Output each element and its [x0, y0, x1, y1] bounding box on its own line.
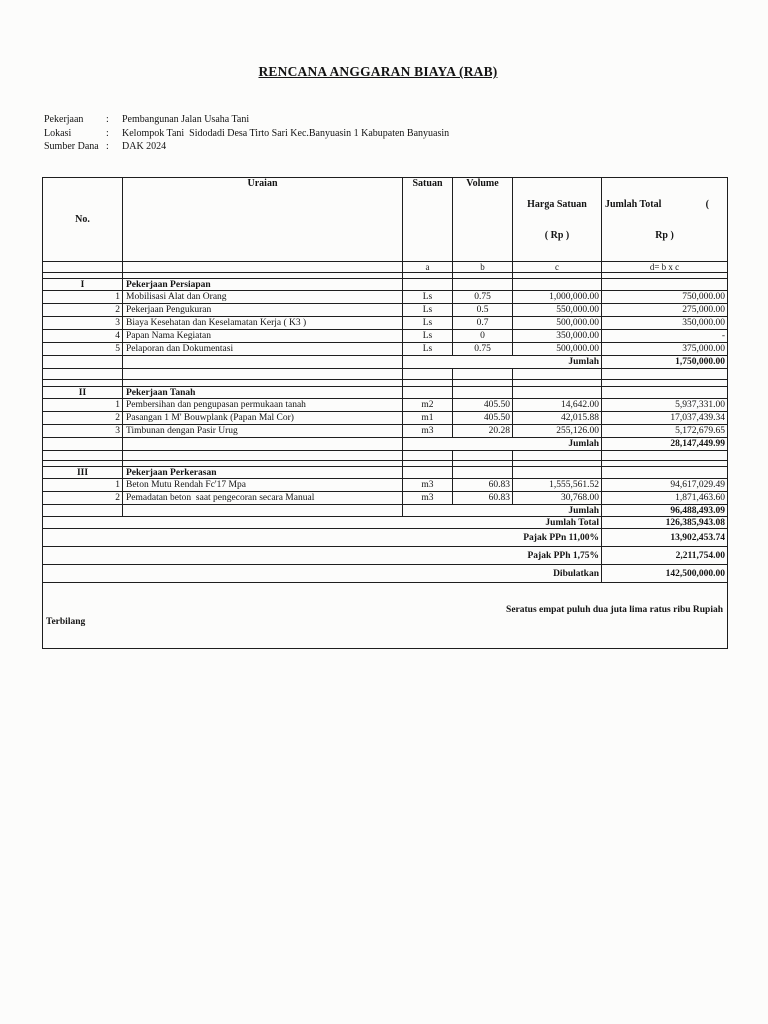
subtotal-value: 96,488,493.09 — [602, 505, 728, 517]
item-volume: 405.50 — [453, 399, 513, 412]
header-total-line2: Rp ) — [655, 230, 674, 241]
pph-value: 2,211,754.00 — [602, 547, 728, 565]
item-unit-price: 550,000.00 — [513, 304, 602, 317]
item-unit: m3 — [403, 479, 453, 492]
header-harga-line2: ( Rp ) — [544, 230, 570, 241]
code-harga: c — [513, 262, 602, 273]
empty-cell — [453, 387, 513, 399]
item-volume: 0.75 — [453, 291, 513, 304]
item-row — [43, 412, 728, 425]
item-unit-price: 255,126.00 — [513, 425, 602, 438]
item-description: Pemadatan beton saat pengecoran secara Manual — [123, 492, 403, 505]
item-number: 2 — [43, 304, 123, 317]
terbilang-row — [43, 583, 728, 649]
info-value: DAK 2024 — [122, 141, 167, 152]
item-unit: Ls — [403, 343, 453, 356]
item-number: 1 — [43, 291, 123, 304]
item-row — [43, 317, 728, 330]
item-number: 3 — [43, 425, 123, 438]
item-total: 375,000.00 — [602, 343, 728, 356]
empty-cell — [123, 380, 403, 387]
empty-cell — [123, 505, 403, 517]
empty-cell — [513, 451, 602, 461]
grand-total-value: 126,385,943.08 — [602, 517, 728, 529]
empty-cell — [123, 451, 403, 461]
info-separator: : — [106, 127, 109, 139]
info-label: Pekerjaan — [44, 114, 84, 125]
empty-cell — [602, 380, 728, 387]
item-unit: Ls — [403, 291, 453, 304]
item-number: 3 — [43, 317, 123, 330]
item-unit: Ls — [403, 317, 453, 330]
info-label: Lokasi — [44, 127, 72, 139]
item-total: 5,937,331.00 — [602, 399, 728, 412]
pph-label: Pajak PPh 1,75% — [43, 547, 602, 565]
empty-cell — [123, 356, 403, 369]
ppn-value: 13,902,453.74 — [602, 529, 728, 547]
terbilang-value: Seratus empat puluh dua juta lima ratus ribu Rupiah — [506, 605, 723, 615]
empty-cell — [602, 369, 728, 380]
subtotal-row — [43, 356, 728, 369]
item-unit: m3 — [403, 492, 453, 505]
empty-cell — [602, 387, 728, 399]
info-row-pekerjaan — [44, 113, 449, 127]
item-total: 5,172,679.65 — [602, 425, 728, 438]
item-row — [43, 291, 728, 304]
rounded-total-value: 142,500,000.00 — [602, 565, 728, 583]
rounded-total-row — [43, 565, 728, 583]
item-description: Pelaporan dan Dokumentasi — [123, 343, 403, 356]
empty-cell — [403, 451, 453, 461]
empty-cell — [403, 380, 453, 387]
item-unit: m3 — [403, 425, 453, 438]
subtotal-label: Jumlah — [403, 438, 602, 451]
item-unit-price: 42,015.88 — [513, 412, 602, 425]
empty-cell — [602, 451, 728, 461]
item-unit-price: 14,642.00 — [513, 399, 602, 412]
item-description: Beton Mutu Rendah Fc'17 Mpa — [123, 479, 403, 492]
item-description: Pembersihan dan pengupasan permukaan tanah — [123, 399, 403, 412]
item-unit-price: 500,000.00 — [513, 317, 602, 330]
terbilang-box — [45, 603, 725, 628]
empty-cell — [513, 387, 602, 399]
info-label: Sumber Dana — [44, 141, 99, 152]
item-volume: 20.28 — [453, 425, 513, 438]
empty-cell — [403, 369, 453, 380]
item-description: Timbunan dengan Pasir Urug — [123, 425, 403, 438]
item-unit: Ls — [403, 330, 453, 343]
item-row — [43, 343, 728, 356]
subtotal-row — [43, 505, 728, 517]
terbilang-label: Terbilang — [46, 617, 86, 627]
header-volume: Volume — [453, 178, 513, 262]
item-number: 2 — [43, 492, 123, 505]
section-title: Pekerjaan Perkerasan — [123, 467, 403, 479]
rab-table — [42, 177, 728, 649]
header-total-line1 — [604, 199, 725, 210]
section-number: I — [43, 279, 123, 291]
item-number: 2 — [43, 412, 123, 425]
item-description: Pekerjaan Pengukuran — [123, 304, 403, 317]
header-satuan: Satuan — [403, 178, 453, 262]
subtotal-label: Jumlah — [403, 356, 602, 369]
item-unit-price: 500,000.00 — [513, 343, 602, 356]
empty-cell — [43, 451, 123, 461]
empty-cell — [453, 451, 513, 461]
header-harga-line1: Harga Satuan — [527, 199, 587, 210]
grand-total-row — [43, 517, 728, 529]
empty-cell — [453, 467, 513, 479]
spacer-row — [43, 451, 728, 461]
section-title: Pekerjaan Persiapan — [123, 279, 403, 291]
code-volume: b — [453, 262, 513, 273]
item-unit: m1 — [403, 412, 453, 425]
item-row — [43, 304, 728, 317]
empty-cell — [403, 279, 453, 291]
item-description: Mobilisasi Alat dan Orang — [123, 291, 403, 304]
spacer-row — [43, 369, 728, 380]
table-header-row — [43, 178, 728, 262]
section-number: III — [43, 467, 123, 479]
empty-cell — [43, 369, 123, 380]
item-volume: 0.5 — [453, 304, 513, 317]
rounded-total-label: Dibulatkan — [43, 565, 602, 583]
empty-cell — [43, 356, 123, 369]
empty-cell — [43, 505, 123, 517]
header-no: No. — [43, 178, 123, 262]
ppn-row — [43, 529, 728, 547]
section-title-row — [43, 467, 728, 479]
empty-cell — [513, 369, 602, 380]
empty-cell — [513, 467, 602, 479]
item-row — [43, 479, 728, 492]
subtotal-value: 1,750,000.00 — [602, 356, 728, 369]
empty-cell — [513, 279, 602, 291]
empty-cell — [513, 380, 602, 387]
info-separator: : — [106, 141, 109, 152]
empty-cell — [453, 369, 513, 380]
section-title-row — [43, 279, 728, 291]
empty-cell — [453, 279, 513, 291]
item-description: Biaya Kesehatan dan Keselamatan Kerja ( K3 ) — [123, 317, 403, 330]
item-total: 350,000.00 — [602, 317, 728, 330]
empty-cell — [43, 262, 123, 273]
item-description: Pasangan 1 M' Bouwplank (Papan Mal Cor) — [123, 412, 403, 425]
header-total-text: Jumlah Total — [605, 199, 662, 210]
item-volume: 0.75 — [453, 343, 513, 356]
empty-cell — [123, 369, 403, 380]
section-title-row — [43, 387, 728, 399]
item-unit: Ls — [403, 304, 453, 317]
item-number: 1 — [43, 479, 123, 492]
item-total: 94,617,029.49 — [602, 479, 728, 492]
header-uraian: Uraian — [123, 178, 403, 262]
item-unit-price: 30,768.00 — [513, 492, 602, 505]
item-row — [43, 399, 728, 412]
empty-cell — [453, 380, 513, 387]
ppn-label: Pajak PPn 11,00% — [43, 529, 602, 547]
code-satuan: a — [403, 262, 453, 273]
section-number: II — [43, 387, 123, 399]
empty-cell — [602, 279, 728, 291]
info-separator: : — [106, 114, 109, 125]
subtotal-value: 28,147,449.99 — [602, 438, 728, 451]
subtotal-label: Jumlah — [403, 505, 602, 517]
code-total: d= b x c — [602, 262, 728, 273]
empty-cell — [123, 262, 403, 273]
item-row — [43, 425, 728, 438]
item-total: 750,000.00 — [602, 291, 728, 304]
info-value: Kelompok Tani Sidodadi Desa Tirto Sari Kec.Banyuasin 1 Kabupaten Banyuasin — [122, 127, 450, 139]
grand-total-label: Jumlah Total — [43, 517, 602, 529]
empty-cell — [43, 438, 123, 451]
item-number: 5 — [43, 343, 123, 356]
item-volume: 0 — [453, 330, 513, 343]
empty-cell — [123, 438, 403, 451]
column-code-row — [43, 262, 728, 273]
subtotal-row — [43, 438, 728, 451]
item-row — [43, 330, 728, 343]
item-volume: 60.83 — [453, 492, 513, 505]
header-total-paren: ( — [705, 199, 709, 210]
item-number: 1 — [43, 399, 123, 412]
info-row-lokasi — [44, 127, 449, 141]
empty-cell — [403, 467, 453, 479]
spacer-row — [43, 380, 728, 387]
document-title: RENCANA ANGGARAN BIAYA (RAB) — [258, 64, 498, 79]
item-number: 4 — [43, 330, 123, 343]
pph-row — [43, 547, 728, 565]
item-volume: 0.7 — [453, 317, 513, 330]
section-title: Pekerjaan Tanah — [123, 387, 403, 399]
item-total: 17,037,439.34 — [602, 412, 728, 425]
empty-cell — [602, 467, 728, 479]
item-volume: 405.50 — [453, 412, 513, 425]
item-total: 275,000.00 — [602, 304, 728, 317]
item-row — [43, 492, 728, 505]
item-unit: m2 — [403, 399, 453, 412]
item-total: - — [602, 330, 728, 343]
empty-cell — [403, 387, 453, 399]
item-volume: 60.83 — [453, 479, 513, 492]
item-unit-price: 1,000,000.00 — [513, 291, 602, 304]
item-unit-price: 350,000.00 — [513, 330, 602, 343]
item-unit-price: 1,555,561.52 — [513, 479, 602, 492]
terbilang-cell — [43, 583, 728, 649]
empty-cell — [43, 380, 123, 387]
info-row-sumber-dana — [44, 140, 449, 154]
item-total: 1,871,463.60 — [602, 492, 728, 505]
header-harga-satuan — [513, 178, 602, 262]
project-info — [44, 113, 449, 154]
header-jumlah-total — [602, 178, 728, 262]
info-value: Pembangunan Jalan Usaha Tani — [122, 114, 250, 125]
item-description: Papan Nama Kegiatan — [123, 330, 403, 343]
